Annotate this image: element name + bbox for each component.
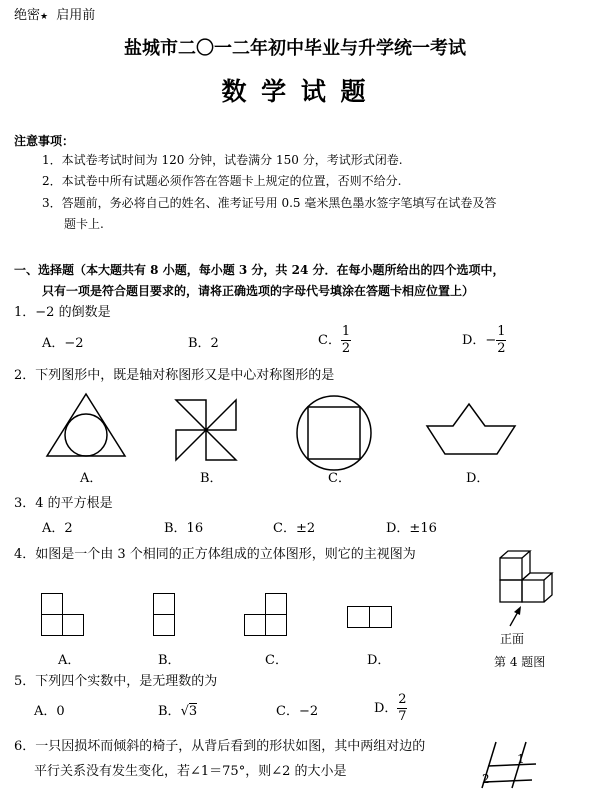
q2-figure-b-pinwheel	[174, 398, 244, 468]
notice-item: 2．本试卷中所有试题必须作答在答题卡上规定的位置，否则不给分.	[42, 174, 402, 188]
radical-sign: √	[180, 704, 189, 719]
fraction-denominator: 2	[497, 341, 506, 356]
q4-label-c: C．	[265, 653, 288, 668]
q1-option-c-fraction	[341, 325, 351, 356]
q2-figure-a-triangle-circle	[43, 390, 133, 460]
q5-option-d-fraction	[397, 693, 407, 724]
q5-option-a: A．0	[34, 704, 65, 719]
fraction-denominator: 2	[341, 341, 351, 356]
exam-subject: 数 学 试 题	[221, 77, 369, 106]
q2-label-c: C．	[328, 471, 351, 486]
section-heading: 一、选择题（本大题共有 8 小题，每小题 3 分，共 24 分．在每小题所给出的四个选项中，	[14, 263, 505, 277]
q3-option-a: A．2	[42, 521, 73, 536]
question-6-stem-cont: 平行关系没有发生变化，若∠1＝75°，则∠2 的大小是	[34, 764, 347, 779]
q1-option-b: B．2	[188, 336, 219, 351]
q5-option-d-label: D．	[374, 700, 398, 716]
section-heading-cont: 只有一项是符合题目要求的，请将正确选项的字母代号填涂在答题卡相应位置上）	[42, 284, 475, 298]
q4-label-b: B．	[158, 653, 181, 668]
q1-option-d	[462, 325, 506, 356]
q3-option-b: B．16	[164, 521, 204, 536]
fraction-numerator: 2	[398, 692, 407, 707]
question-6-stem: 6．一只因损坏而倾斜的椅子，从背后看到的形状如图，其中两组对边的	[14, 739, 426, 754]
fraction-numerator: 1	[497, 324, 506, 339]
notice-item: 3．答题前，务必将自己的姓名、准考证号用 0.5 毫米黑色墨水签字笔填写在试卷及答	[42, 196, 497, 210]
q1-option-c-label: C．	[318, 332, 341, 348]
q2-label-b: B．	[200, 471, 223, 486]
q4-front-label: 正面	[500, 632, 525, 646]
secret-label: 绝密	[14, 8, 41, 23]
q2-figure-c-circle-square	[296, 395, 376, 475]
q5-option-c: C．−2	[276, 704, 319, 719]
question-5-stem: 5．下列四个实数中，是无理数的为	[14, 674, 218, 689]
radicand: 3	[188, 704, 198, 719]
q3-option-c: C．±2	[273, 521, 316, 536]
q4-label-a: A．	[58, 653, 81, 668]
q4-cubes-figure	[492, 548, 562, 638]
q4-label-d: D．	[367, 653, 391, 668]
q1-option-d-fraction	[496, 325, 506, 356]
q5-option-b	[158, 704, 197, 720]
notice-item: 题卡上.	[64, 217, 104, 231]
q6-angle-1-label: 1	[517, 752, 525, 766]
q3-option-d: D．±16	[386, 521, 437, 536]
notice-heading: 注意事项：	[14, 134, 75, 148]
question-1-stem: 1．−2 的倒数是	[14, 305, 111, 320]
q4-figure-caption: 第 4 题图	[494, 655, 546, 669]
q1-option-c	[318, 325, 351, 356]
q2-label-d: D．	[466, 471, 490, 486]
exam-title: 盐城市二〇一二年初中毕业与升学统一考试	[124, 38, 466, 59]
star-icon: ★	[40, 12, 49, 22]
q1-option-a: A．−2	[42, 336, 84, 351]
status-label: 启用前	[56, 8, 96, 23]
fraction-denominator: 7	[398, 709, 407, 724]
notice-item: 1．本试卷考试时间为 120 分钟，试卷满分 150 分，考试形式闭卷.	[42, 153, 403, 167]
header	[14, 8, 95, 25]
q1-option-d-label: D．−	[462, 332, 497, 348]
q6-angle-2-label: 2	[482, 772, 490, 786]
question-4-stem: 4．如图是一个由 3 个相同的正方体组成的立体图形，则它的主视图为	[14, 547, 416, 562]
fraction-numerator: 1	[341, 324, 351, 339]
q5-option-b-label: B．	[158, 704, 181, 719]
q5-option-d	[374, 693, 407, 724]
question-3-stem: 3．4 的平方根是	[14, 496, 113, 511]
question-2-stem: 2．下列图形中，既是轴对称图形又是中心对称图形的是	[14, 368, 335, 383]
q2-figure-d-paper-boat	[425, 402, 525, 457]
q2-label-a: A．	[80, 471, 103, 486]
